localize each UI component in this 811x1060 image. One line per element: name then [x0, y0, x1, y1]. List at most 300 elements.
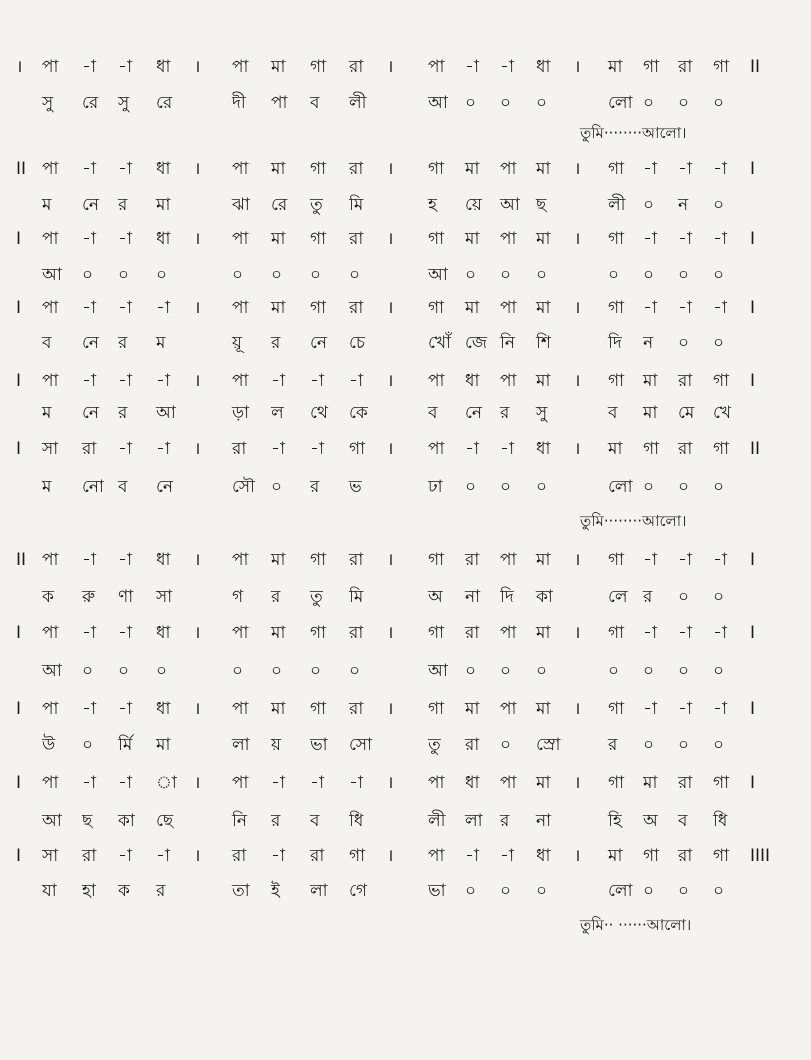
swara-note: -া [465, 57, 479, 77]
lyric-syllable: ০ [349, 265, 361, 285]
swara-note: পা [428, 846, 445, 866]
swara-note: -া [271, 773, 285, 793]
swara-note: পা [232, 159, 249, 179]
swara-note: গা [428, 298, 445, 318]
lyric-syllable: ০ [118, 661, 130, 681]
swara-note: -া [713, 159, 727, 179]
swara-note: পা [428, 57, 445, 77]
swara-note: রা [310, 846, 325, 866]
swara-note: মা [536, 773, 551, 793]
swara-note: । [194, 371, 201, 391]
lyric-syllable: আ [156, 403, 176, 423]
lyric-syllable: ০ [713, 195, 725, 215]
lyric-syllable: ০ [713, 265, 725, 285]
swara-note: I [750, 550, 756, 570]
lyric-syllable: লা [232, 735, 250, 755]
swara-note: গা [310, 550, 327, 570]
swara-note: । [574, 699, 581, 719]
lyric-syllable: খোঁ [428, 333, 451, 353]
swara-note: ধা [156, 57, 171, 77]
lyric-syllable: ০ [643, 881, 655, 901]
lyric-syllable: মা [156, 195, 171, 215]
lyric-syllable: র [271, 811, 281, 831]
lyric-syllable: ঝা [232, 195, 250, 215]
swara-note: রা [678, 439, 693, 459]
lyric-syllable: ণা [118, 587, 134, 607]
lyric-syllable: ০ [82, 735, 94, 755]
lyric-syllable: নো [82, 477, 104, 497]
lyric-syllable: র [608, 735, 618, 755]
swara-note: ধা [156, 699, 171, 719]
lyric-syllable: ছ [82, 811, 93, 831]
swara-note: । [194, 550, 201, 570]
swara-note: পা [232, 623, 249, 643]
lyric-syllable: ০ [678, 265, 690, 285]
lyric-syllable: ল [271, 403, 284, 423]
lyric-syllable: ০ [465, 881, 477, 901]
swara-note: । [194, 439, 201, 459]
lyric-syllable: রে [82, 93, 99, 113]
swara-note: -া [82, 550, 96, 570]
swara-note: রা [465, 623, 480, 643]
swara-note: । [387, 439, 394, 459]
swara-note: পা [232, 298, 249, 318]
lyric-syllable: ০ [536, 881, 548, 901]
swara-note: । [194, 623, 201, 643]
lyric-syllable: ০ [713, 881, 725, 901]
lyric-syllable: র [118, 333, 128, 353]
lyric-syllable: লা [465, 811, 483, 831]
lyric-syllable: র [500, 811, 510, 831]
lyric-syllable: ০ [536, 661, 548, 681]
lyric-syllable: আ [42, 811, 62, 831]
swara-note: রা [349, 57, 364, 77]
lyric-syllable: র [156, 881, 166, 901]
lyric-syllable: কা [536, 587, 553, 607]
swara-note: । [194, 298, 201, 318]
lyric-syllable: ০ [536, 265, 548, 285]
swara-note: পা [42, 623, 59, 643]
swara-note: পা [500, 298, 517, 318]
swara-note: -া [118, 439, 132, 459]
lyric-syllable: ০ [713, 587, 725, 607]
lyric-syllable: আ [428, 661, 448, 681]
lyric-syllable: গ [232, 587, 244, 607]
swara-note: পা [232, 699, 249, 719]
swara-note: গা [608, 159, 625, 179]
swara-note: -া [156, 371, 170, 391]
swara-note: -া [118, 298, 132, 318]
swara-note: I [750, 229, 756, 249]
lyric-syllable: ছে [156, 811, 174, 831]
swara-note: -া [678, 298, 692, 318]
lyric-line [18, 88, 780, 118]
swara-note: মা [608, 846, 623, 866]
lyric-syllable: স্রো [536, 735, 561, 755]
lyric-syllable: র [310, 477, 320, 497]
lyric-syllable: না [536, 811, 552, 831]
swara-note: গা [608, 550, 625, 570]
lyric-line [18, 656, 780, 686]
swara-note: -া [500, 439, 514, 459]
lyric-syllable: নে [82, 333, 100, 353]
lyric-syllable: ধি [713, 811, 728, 831]
lyric-syllable: ম [156, 333, 166, 353]
swara-note: ধা [156, 623, 171, 643]
lyric-syllable: কা [118, 811, 135, 831]
swara-note: মা [271, 550, 286, 570]
swara-note: রা [349, 623, 364, 643]
swara-note: -া [156, 298, 170, 318]
lyric-syllable: ০ [500, 477, 512, 497]
swara-note: মা [536, 159, 551, 179]
swara-note: -া [82, 57, 96, 77]
lyric-syllable: মা [643, 403, 658, 423]
swara-note: মা [271, 699, 286, 719]
swara-line [18, 293, 780, 323]
swara-note: I [16, 371, 22, 391]
swara-note: । [574, 159, 581, 179]
lyric-syllable: নে [156, 477, 174, 497]
swara-note: মা [536, 699, 551, 719]
swara-note: -া [156, 439, 170, 459]
swara-note: রা [349, 159, 364, 179]
swara-note: I [750, 371, 756, 391]
swara-note: II [16, 550, 27, 570]
swara-note: । [194, 159, 201, 179]
swara-note: পা [232, 773, 249, 793]
lyric-syllable: চে [349, 333, 366, 353]
swara-note: গা [428, 623, 445, 643]
swara-note: -া [82, 699, 96, 719]
swara-note: পা [428, 773, 445, 793]
swara-note: মা [465, 699, 480, 719]
swara-note: পা [42, 57, 59, 77]
swara-note: -া [82, 159, 96, 179]
refrain-label: তুমি·· ······আলো। [580, 916, 692, 934]
swara-note: রা [82, 846, 97, 866]
swara-note: -া [271, 371, 285, 391]
swara-note: পা [42, 159, 59, 179]
lyric-syllable: না [465, 587, 481, 607]
lyric-syllable: ন [678, 195, 689, 215]
swara-note: । [574, 773, 581, 793]
lyric-syllable: লী [608, 195, 626, 215]
swara-note: পা [232, 229, 249, 249]
swara-note: মা [643, 371, 658, 391]
lyric-syllable: ভা [310, 735, 328, 755]
swara-note: ধা [465, 371, 480, 391]
swara-note: I [16, 846, 22, 866]
swara-note: গা [310, 699, 327, 719]
swara-note: -া [643, 159, 657, 179]
swara-note: মা [643, 773, 658, 793]
lyric-syllable: তু [310, 195, 323, 215]
swara-note: মা [536, 298, 551, 318]
swara-note: রা [678, 57, 693, 77]
swara-note: -া [713, 298, 727, 318]
swara-note: গা [643, 439, 660, 459]
swara-note: গা [428, 159, 445, 179]
swara-line [18, 768, 780, 798]
swara-note: গা [713, 846, 730, 866]
swara-note: সা [42, 846, 59, 866]
swara-note: মা [465, 159, 480, 179]
lyric-syllable: ০ [608, 265, 620, 285]
lyric-syllable: ই [271, 881, 280, 901]
lyric-syllable: ধি [349, 811, 364, 831]
swara-note: -া [643, 550, 657, 570]
swara-note: I [750, 773, 756, 793]
lyric-syllable: ০ [678, 333, 690, 353]
swara-note: । [387, 57, 394, 77]
swara-note: পা [428, 439, 445, 459]
lyric-syllable: সৌ [232, 477, 255, 497]
swara-note: পা [42, 699, 59, 719]
swara-note: পা [500, 623, 517, 643]
lyric-syllable: খে [713, 403, 732, 423]
lyric-syllable: শি [536, 333, 551, 353]
swara-line [18, 434, 780, 464]
lyric-syllable: ০ [713, 661, 725, 681]
lyric-syllable: ০ [310, 265, 322, 285]
swara-note: -া [349, 773, 363, 793]
lyric-syllable: ঢা [428, 477, 443, 497]
lyric-syllable: ০ [232, 265, 244, 285]
swara-line [18, 366, 780, 396]
swara-note: গা [608, 773, 625, 793]
lyric-line [18, 730, 780, 760]
swara-note: পা [232, 550, 249, 570]
lyric-syllable: গে [349, 881, 368, 901]
swara-note: -া [82, 371, 96, 391]
swara-note: । [387, 773, 394, 793]
swara-note: ধা [156, 550, 171, 570]
lyric-syllable: ব [428, 403, 438, 423]
swara-note: মা [271, 159, 286, 179]
lyric-syllable: ক [118, 881, 130, 901]
lyric-syllable: উ [42, 735, 56, 755]
swara-note: গা [643, 846, 660, 866]
swara-note: । [574, 229, 581, 249]
lyric-syllable: ম [42, 195, 52, 215]
lyric-syllable: ০ [643, 477, 655, 497]
lyric-syllable: ০ [678, 735, 690, 755]
swara-note: -া [643, 623, 657, 643]
lyric-syllable: ০ [349, 661, 361, 681]
lyric-syllable: ম [42, 403, 52, 423]
swara-note: -া [118, 623, 132, 643]
swara-note: -া [118, 229, 132, 249]
swara-note: I [16, 439, 22, 459]
swara-note: । [194, 57, 201, 77]
lyric-syllable: ০ [271, 661, 283, 681]
swara-note: মা [536, 371, 551, 391]
lyric-syllable: ব [678, 811, 688, 831]
swara-note: । [387, 229, 394, 249]
swara-note: গা [428, 229, 445, 249]
swara-note: মা [271, 57, 286, 77]
lyric-syllable: তু [310, 587, 323, 607]
lyric-line [18, 876, 780, 906]
swara-line [18, 618, 780, 648]
swara-note: মা [608, 57, 623, 77]
swara-line [18, 154, 780, 184]
swara-note: পা [500, 229, 517, 249]
lyric-syllable: ০ [500, 881, 512, 901]
lyric-syllable: লো [608, 477, 633, 497]
swara-note: । [574, 298, 581, 318]
swara-note: I [16, 699, 22, 719]
lyric-syllable: লো [608, 93, 633, 113]
lyric-syllable: ০ [271, 477, 283, 497]
swara-note: পা [500, 773, 517, 793]
lyric-syllable: ০ [643, 93, 655, 113]
swara-note: রা [678, 371, 693, 391]
swara-note: পা [232, 57, 249, 77]
swara-note: ধা [536, 846, 551, 866]
swara-note: পা [500, 159, 517, 179]
lyric-syllable: ০ [500, 93, 512, 113]
lyric-line [18, 806, 780, 836]
swara-note: II [750, 439, 761, 459]
lyric-syllable: সা [156, 587, 173, 607]
swara-note: -া [349, 371, 363, 391]
lyric-syllable: ০ [271, 265, 283, 285]
swara-note: । [194, 773, 201, 793]
swara-note: রা [349, 699, 364, 719]
lyric-syllable: জে [465, 333, 488, 353]
lyric-syllable: ড়া [232, 403, 250, 423]
swara-note: -া [713, 699, 727, 719]
swara-note: I [16, 229, 22, 249]
lyric-syllable: অ [643, 811, 658, 831]
swara-note: গা [608, 229, 625, 249]
lyric-syllable: লী [428, 811, 446, 831]
lyric-syllable: র [118, 195, 128, 215]
swara-note: পা [232, 371, 249, 391]
lyric-syllable: তা [232, 881, 250, 901]
lyric-syllable: সো [349, 735, 373, 755]
lyric-syllable: লী [349, 93, 367, 113]
swara-note: । [387, 623, 394, 643]
lyric-syllable: ০ [156, 265, 168, 285]
swara-line [18, 545, 780, 575]
lyric-syllable: ০ [678, 93, 690, 113]
lyric-syllable: ০ [713, 477, 725, 497]
swara-note: সা [42, 439, 59, 459]
lyric-syllable: আ [428, 265, 448, 285]
lyric-syllable: ০ [82, 661, 94, 681]
lyric-syllable: হি [608, 811, 622, 831]
swara-note: II [750, 57, 761, 77]
lyric-syllable: ০ [713, 333, 725, 353]
lyric-syllable: আ [42, 661, 62, 681]
lyric-syllable: ০ [608, 661, 620, 681]
swara-note: মা [271, 623, 286, 643]
lyric-syllable: সু [42, 93, 54, 113]
lyric-syllable: ০ [500, 735, 512, 755]
lyric-syllable: রু [82, 587, 96, 607]
swara-note: গা [608, 699, 625, 719]
lyric-syllable: র [271, 333, 281, 353]
swara-note: । [574, 371, 581, 391]
swara-note: I [750, 298, 756, 318]
swara-note: পা [500, 550, 517, 570]
swara-note: -া [118, 699, 132, 719]
swara-note: । [16, 57, 23, 77]
swara-note: পা [500, 371, 517, 391]
lyric-syllable: ০ [118, 265, 130, 285]
lyric-syllable: র [500, 403, 510, 423]
lyric-syllable: ক [42, 587, 54, 607]
swara-note: পা [42, 229, 59, 249]
swara-note: -া [82, 229, 96, 249]
lyric-syllable: ব [310, 811, 320, 831]
swara-note: । [574, 550, 581, 570]
swara-note: । [574, 439, 581, 459]
swara-note: রা [678, 846, 693, 866]
swara-note: । [194, 846, 201, 866]
lyric-syllable: ০ [678, 881, 690, 901]
swara-note: পা [42, 773, 59, 793]
swara-note: । [574, 846, 581, 866]
swara-note: । [194, 229, 201, 249]
lyric-syllable: কে [349, 403, 368, 423]
swara-note: I [750, 699, 756, 719]
swara-note: । [387, 371, 394, 391]
swara-note: মা [465, 298, 480, 318]
swara-note: গা [713, 439, 730, 459]
lyric-syllable: ০ [500, 265, 512, 285]
swara-note: -া [713, 229, 727, 249]
lyric-syllable: ০ [713, 93, 725, 113]
swara-note: I [16, 773, 22, 793]
swara-note: -া [82, 623, 96, 643]
lyric-syllable: ০ [500, 661, 512, 681]
swara-note: । [574, 623, 581, 643]
lyric-syllable: ব [118, 477, 128, 497]
swara-note: মা [465, 229, 480, 249]
lyric-syllable: ০ [465, 93, 477, 113]
swara-note: গা [310, 57, 327, 77]
swara-note: -া [271, 439, 285, 459]
swara-note: গা [713, 57, 730, 77]
swara-note: পা [42, 371, 59, 391]
swara-note: রা [678, 773, 693, 793]
swara-note: -া [678, 623, 692, 643]
lyric-syllable: হ [428, 195, 437, 215]
swara-note: ধা [156, 229, 171, 249]
lyric-syllable: ব [310, 93, 320, 113]
swara-note: গা [310, 159, 327, 179]
swara-note: -া [82, 298, 96, 318]
swara-note: -া [118, 550, 132, 570]
lyric-syllable: র্মি [118, 735, 133, 755]
refrain-label: তুমি········আলো। [580, 512, 687, 530]
swara-note: । [574, 57, 581, 77]
lyric-syllable: ০ [678, 477, 690, 497]
lyric-syllable: মি [349, 195, 364, 215]
swara-note: গা [428, 550, 445, 570]
lyric-syllable: ০ [678, 587, 690, 607]
swara-note: গা [428, 699, 445, 719]
swara-note: মা [271, 298, 286, 318]
lyric-syllable: ০ [643, 735, 655, 755]
lyric-syllable: সু [118, 93, 130, 113]
lyric-syllable: র [118, 403, 128, 423]
swara-note: -া [678, 699, 692, 719]
